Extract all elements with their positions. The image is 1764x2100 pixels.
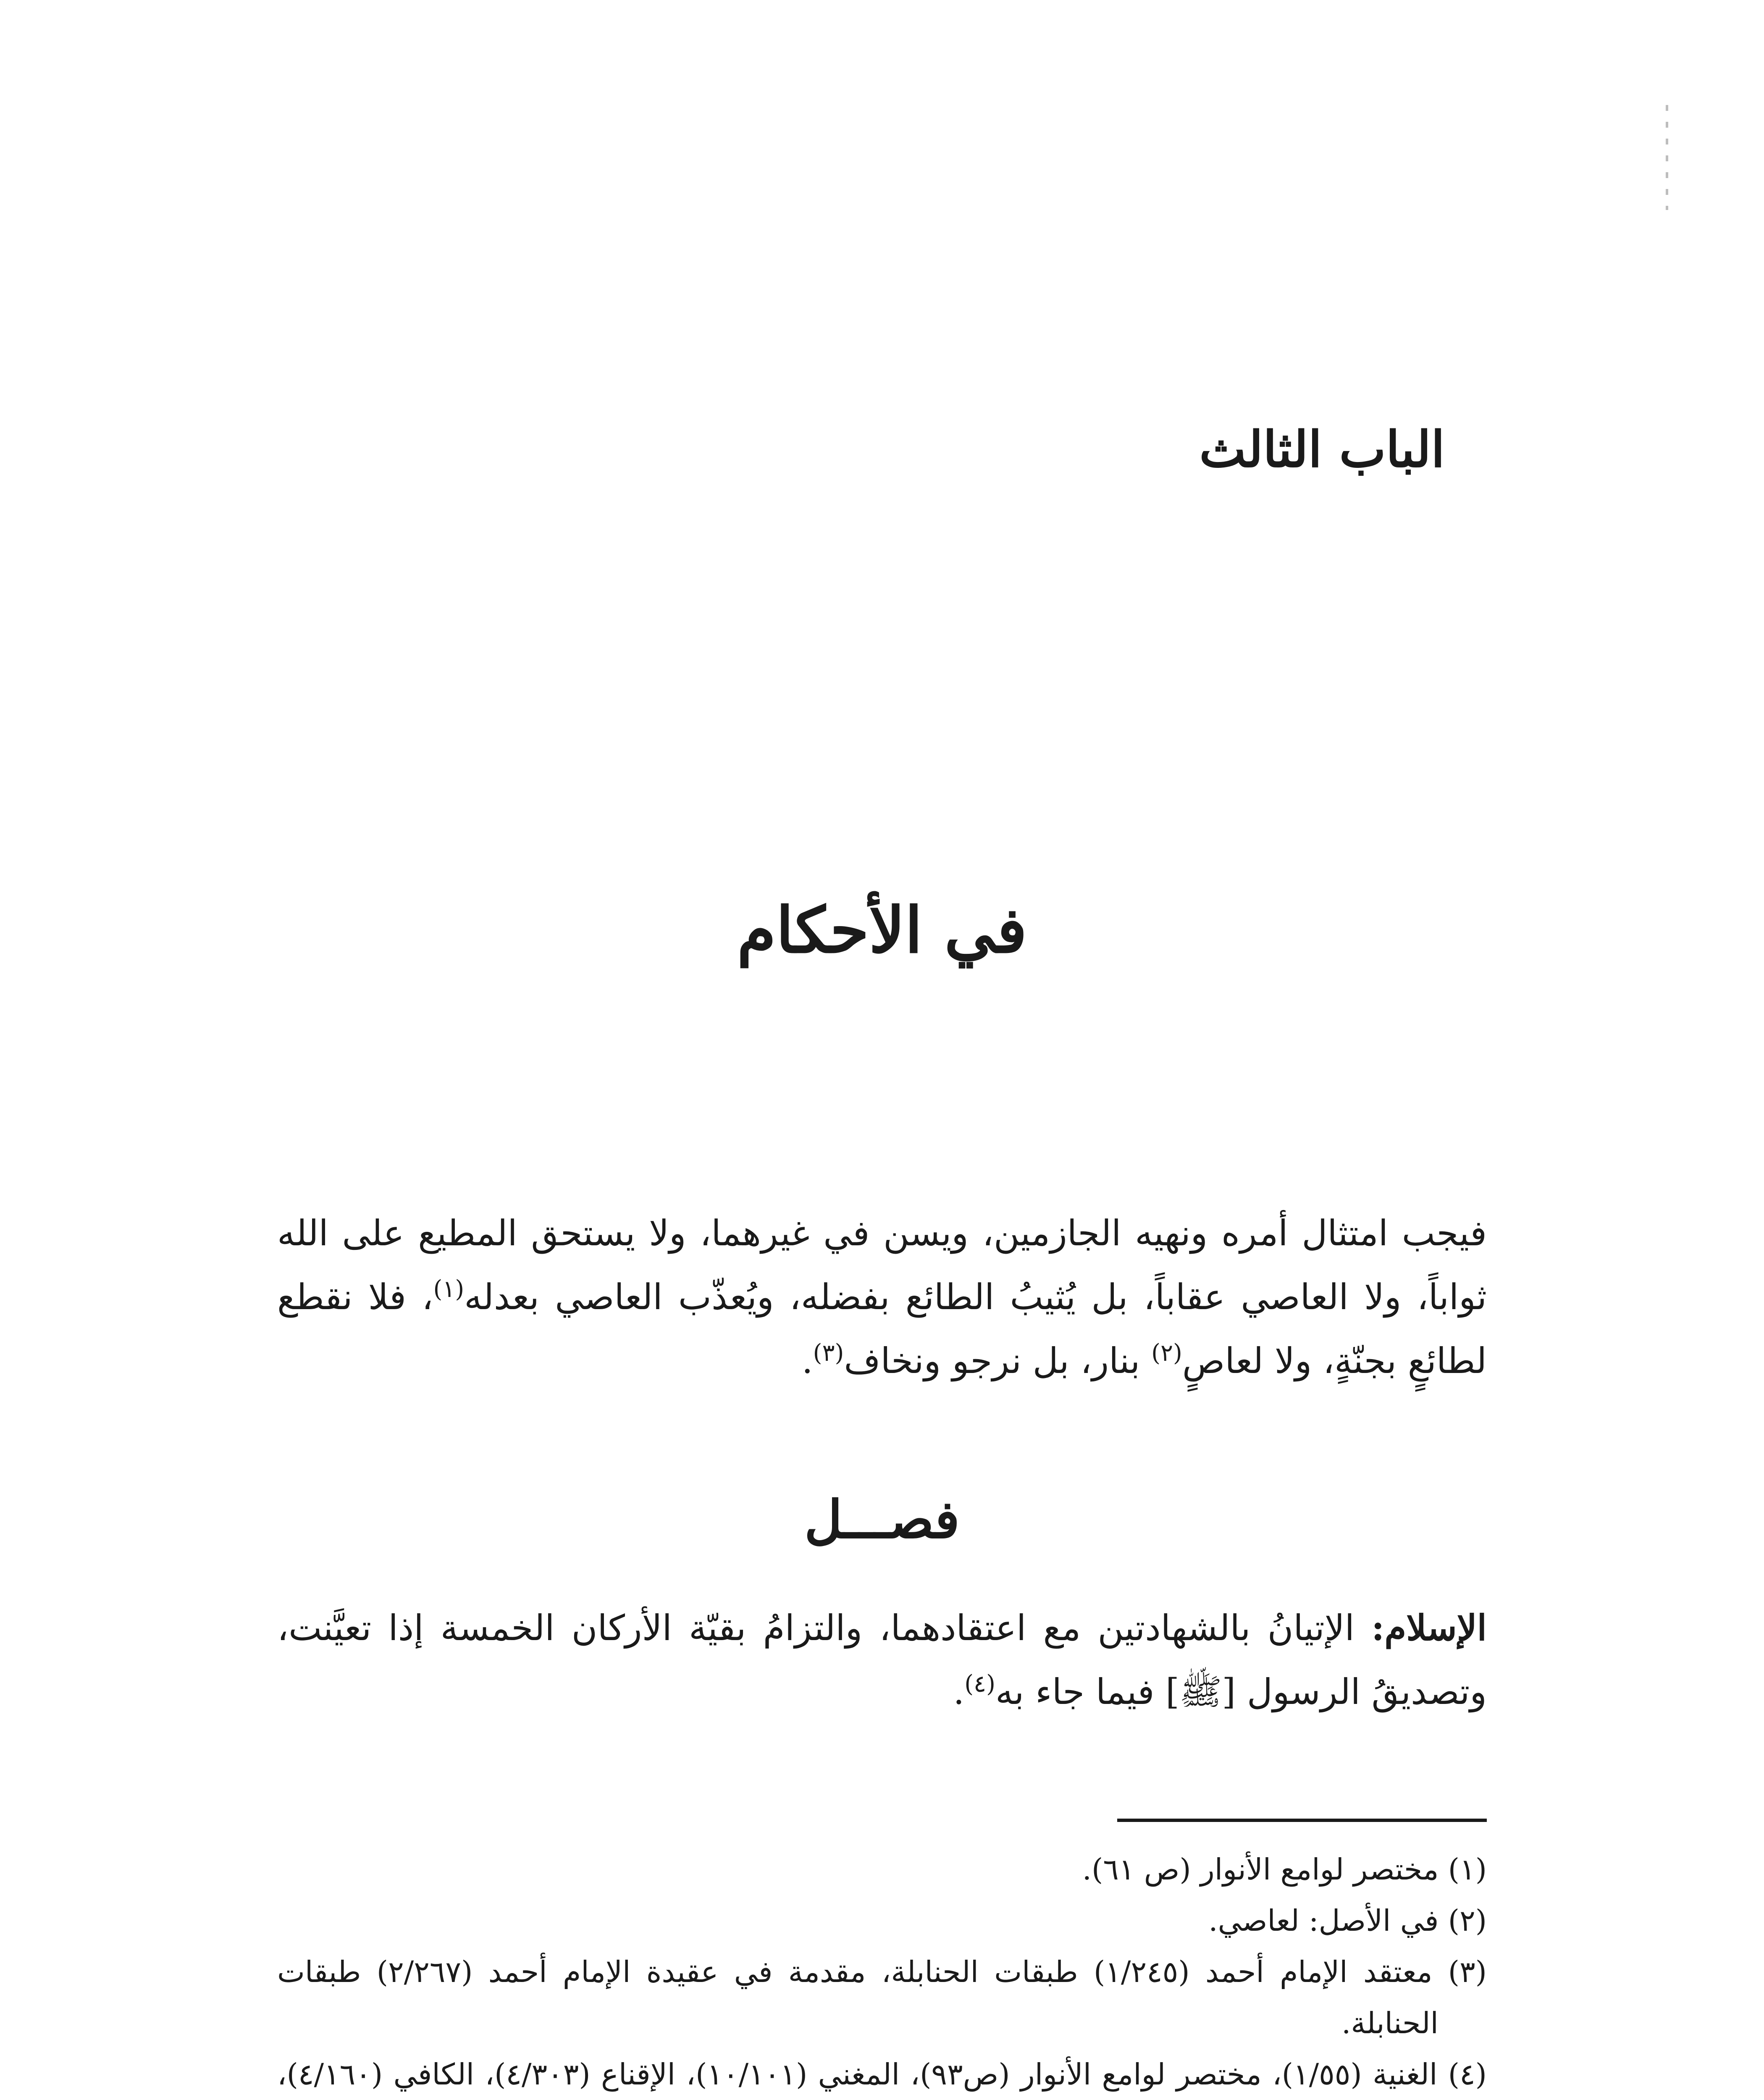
footnote-3: (٣) معتقد الإمام أحمد (١/٢٤٥) طبقات الحنابلة، مقدمة في عقيدة الإمام أحمد (٢/٢٦٧) طبقات الحنابلة. [277,1955,1487,2040]
footnote-ref-4: (٤) [964,1670,995,1698]
footnote-ref-3: (٣) [813,1339,844,1367]
islam-paragraph [277,1596,1487,1724]
islam-text-1: الإتيانُ بالشهادتين مع اعتقادهما، والتزامُ بقيّة الأركان الخمسة إذا تعيَّنت، وتصديقُ الرسول [ﷺ] فيما جاء به [277,1607,1487,1712]
chapter-heading: الباب الثالث [1199,420,1445,479]
footnote-ref-2: (٢) [1151,1339,1182,1367]
footnote-1: (١) مختصر لوامع الأنوار (ص ٦١). [1082,1852,1487,1887]
intro-text-3: بنار، بل نرجو ونخاف [844,1340,1152,1381]
footnote-2: (٢) في الأصل: لعاصي. [1208,1903,1487,1938]
intro-text-4: . [801,1340,813,1381]
intro-text-2: ، فلا نقطع لطائعٍ بجنّةٍ، ولا لعاصٍ [277,1276,1487,1381]
fasl-heading: فصـــل [804,1489,960,1550]
section-heading: في الأحكام [737,893,1027,967]
scan-margin-mark [1666,105,1668,210]
islam-term: الإسلام: [1371,1607,1487,1648]
footnotes-list [277,1844,1487,2100]
islam-text-2: . [953,1671,965,1712]
footnote-4: (٤) الغنية (١/٥٥)، مختصر لوامع الأنوار (ص٩٣)، المغني (١٠/١٠١)، الإقناع (٤/٣٠٣)، الكافي (٤/١٦٠)، [277,2057,1487,2092]
footnote-divider [1117,1819,1487,1822]
footnote-ref-1: (١) [433,1276,465,1303]
intro-paragraph [277,1201,1487,1393]
intro-text-1: فيجب امتثال أمره ونهيه الجازمين، ويسن في غيرهما، ولا يستحق المطيع على الله ثواباً، ولا العاصي عقاباً، بل يُثيبُ الطائع بفضله، ويُعذّب العاصي بعدله [277,1213,1487,1318]
